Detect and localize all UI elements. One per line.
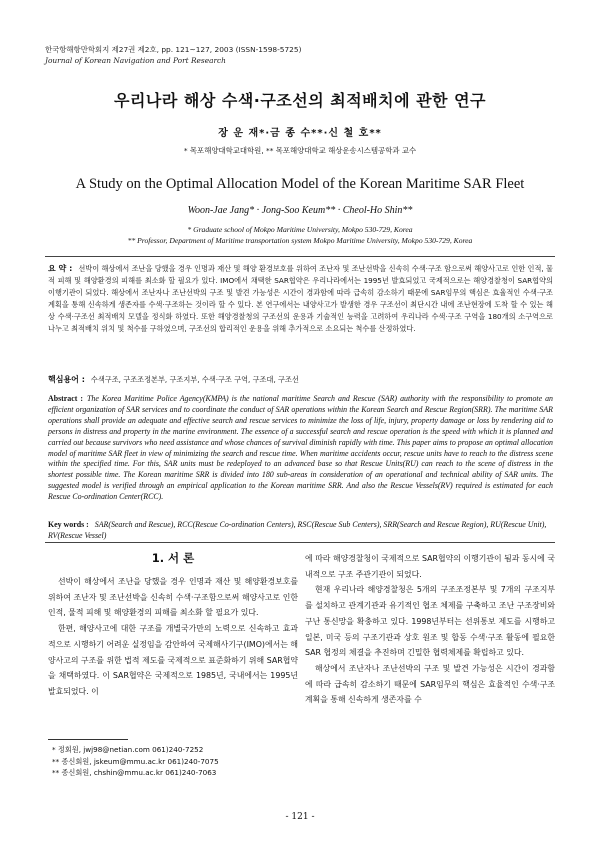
english-keywords — [48, 520, 553, 542]
abstract-top-rule — [45, 256, 555, 257]
korean-keywords-text: 수색구조, 구조조정본부, 구조지부, 수색·구조 구역, 구조대, 구조선 — [90, 375, 299, 384]
korean-abstract-label: 요 약 : — [48, 264, 73, 273]
footnote: * 정회원, jwj98@netian.com 061)240-7252 — [52, 745, 204, 754]
korean-abstract-text: 선박이 해상에서 조난을 당했을 경우 인명과 재산 및 해양 환경보호를 위하여 조난자 및 조난선박을 신속히 수색·구조 함으로써 해양사고로 인한 인적, 물적 피해 및 해양환경의 피해를 최소화 할 필요가 있다. IMO에서 채택한 SAR협약은 우리나라에서는 1995년 발효되었고 국제적으로는 해양경찰청이 SAR협약의 이행기관이 되었다. 해상에서 조난자나 조난선박의 구조 및 발견 가능성은 시간이 경과함에 따라 급속히 감소하기 때문에 SAR임무의 핵심은 효율적인 수색·구조 계획을 통해 신속하게 생존자를 수색·구조하는 것이라 할 수 있다. 본 연구에서는 내양사고가 발생한 경우 구조선이 최단시간 내에 조난현장에 도착 할 수 있는 해상 수색·구조선 최적배치 모델을 정식화 하였다. 또한 해양경찰청의 구조선의 운용과 기술적인 능력을 고려하여 우리나라 수색·구조 구역을 180개의 소구역으로 나누고 최적배치 위치 및 척수를 구하였으며, 구조선의 합리적인 운용을 위해 추가적으로 소요되는 척수를 산정하였다. — [48, 264, 553, 334]
english-title: A Study on the Optimal Allocation Model of the Korean Maritime SAR Fleet — [75, 176, 525, 192]
korean-abstract — [48, 263, 553, 336]
english-abstract — [48, 394, 553, 503]
journal-name-english: Journal of Korean Navigation and Port Research — [45, 56, 226, 65]
english-affiliation-1: * Graduate school of Mokpo Maritime University, Mokpo 530-729, Korea — [187, 225, 413, 234]
english-affiliation-2: ** Professor, Department of Maritime transportation system Mokpo Maritime University, Mokpo 530-729, Korea — [127, 236, 473, 245]
english-affiliations — [0, 224, 600, 246]
body-column-left — [48, 574, 298, 700]
english-keywords-label: Key words : — [48, 520, 89, 529]
footnote: ** 종신회원, jskeum@mmu.ac.kr 061)240-7075 — [52, 756, 219, 766]
footnote: ** 종신회원, chshin@mmu.ac.kr 061)240-7063 — [52, 768, 217, 778]
paragraph: 현재 우리나라 해양경찰청은 5개의 구조조정본부 및 7개의 구조지부를 설치하고 관계기관과 유기적인 협조 체제를 구축하고 조난 구조장비와 구난 통신망을 확충하고 있다. 1998년부터는 선위통보 제도를 시행하고 일본, 미국 등의 구조기관과 상호 원조 및 합동 수색·구조 활동에 필요한 SAR 협정의 체결을 추진하며 긴밀한 협력체제를 확립하고 있다. — [305, 585, 555, 658]
paragraph: 선박이 해상에서 조난을 당했을 경우 인명과 재산 및 해양환경보호를 위하여 조난자 및 조난선박을 신속히 수색·구조함으로써 해양사고로 인한 인적, 물적 피해 및 해양환경의 피해를 최소화 할 필요가 있다. — [48, 577, 298, 618]
korean-affiliation: * 목포해양대학교대학원, ** 목포해양대학교 해상운송시스템공학과 교수 — [183, 146, 417, 155]
korean-keywords-label: 핵심용어 : — [48, 375, 85, 384]
korean-title: 우리나라 해상 수색·구조선의 최적배치에 관한 연구 — [113, 91, 486, 110]
paragraph: 에 따라 해양경찰청이 국제적으로 SAR협약의 이행기관이 됨과 동시에 국내적으로 구조 주관기관이 되었다. — [305, 554, 555, 579]
abstract-bottom-rule — [45, 542, 555, 543]
journal-citation: 한국항해항만학회지 제27권 제2호, pp. 121~127, 2003 (ISSN-1598-5725) — [45, 45, 302, 54]
footnotes — [52, 744, 302, 779]
body-column-right — [305, 551, 555, 708]
english-authors: Woon-Jae Jang* · Jong-Soo Keum** · Cheol-Ho Shin** — [187, 205, 413, 216]
footnote-rule — [48, 739, 128, 740]
english-abstract-label: Abstract : — [48, 394, 84, 403]
english-keywords-text: SAR(Search and Rescue), RCC(Rescue Co-ordination Centers), RSC(Rescue Sub Centers), SRR(Search and Rescue Region), RU(Rescue Unit), RV(Rescue Vessel) — [48, 520, 547, 540]
journal-header — [45, 44, 565, 66]
page-number: - 121 - — [285, 812, 315, 822]
paragraph: 해상에서 조난자나 조난선박의 구조 및 발견 가능성은 시간이 경과함에 따라 급속히 감소하기 때문에 SAR임무의 핵심은 효율적인 수색·구조 계획을 통해 신속하게 생존자를 수 — [305, 663, 555, 705]
english-abstract-text: The Korea Maritime Police Agency(KMPA) is the national maritime Search and Rescue (SAR) authority with the responsibility to promote an efficient organization of SAR services and to coordinate the conduct of SAR operations within the Korean Search and Rescue Region(SRR). The maritime SAR operations shall provide an adequate and effective search and rescue services to minimize the loss of life, injury, property damage or loss by rendering aid to persons in distress and property in the marine environment. The essence of a successful search and rescue operation is the speed with which it is planned and carried out because survivors who need assistance and whose chances of survival diminish rapidly with time. This paper aims to propose an optimal allocation model of maritime SAR fleet in view of minimizing the search and rescue time. When maritime accidents occur, rescue units have to reach to the distress scene within the specified time. For this, SAR units must be redeployed to an advanced base so that Rescue Units(RU) can reach to the scene of distress in the shortest possible time. The Korean maritime SRR is divided into 180 sub-areas in consideration of an operational and technical ability of SAR units. The suggested model is verified through an empirical application to the Korean maritime SRR. And also the Rescue Vessels(RV) required is estimated for each Rescue Co-ordination Center(RCC). — [48, 394, 554, 502]
korean-keywords — [48, 374, 553, 385]
paragraph: 한편, 해양사고에 대한 구조를 개별국가만의 노력으로 신속하고 효과적으로 시행하기 어려운 실정임을 감안하여 국제해사기구(IMO)에서는 해양사고의 구조를 위한 법적 제도를 국제적으로 표준화하기 위해 SAR협약을 채택하였다. 이 SAR협약은 국제적으로 1985년, 국내에서는 1995년 발효되었다. 이 — [48, 624, 298, 696]
korean-authors: 장 운 재*·금 종 수**·신 철 호** — [218, 128, 382, 139]
section-heading-introduction: 1. 서 론 — [151, 551, 195, 565]
